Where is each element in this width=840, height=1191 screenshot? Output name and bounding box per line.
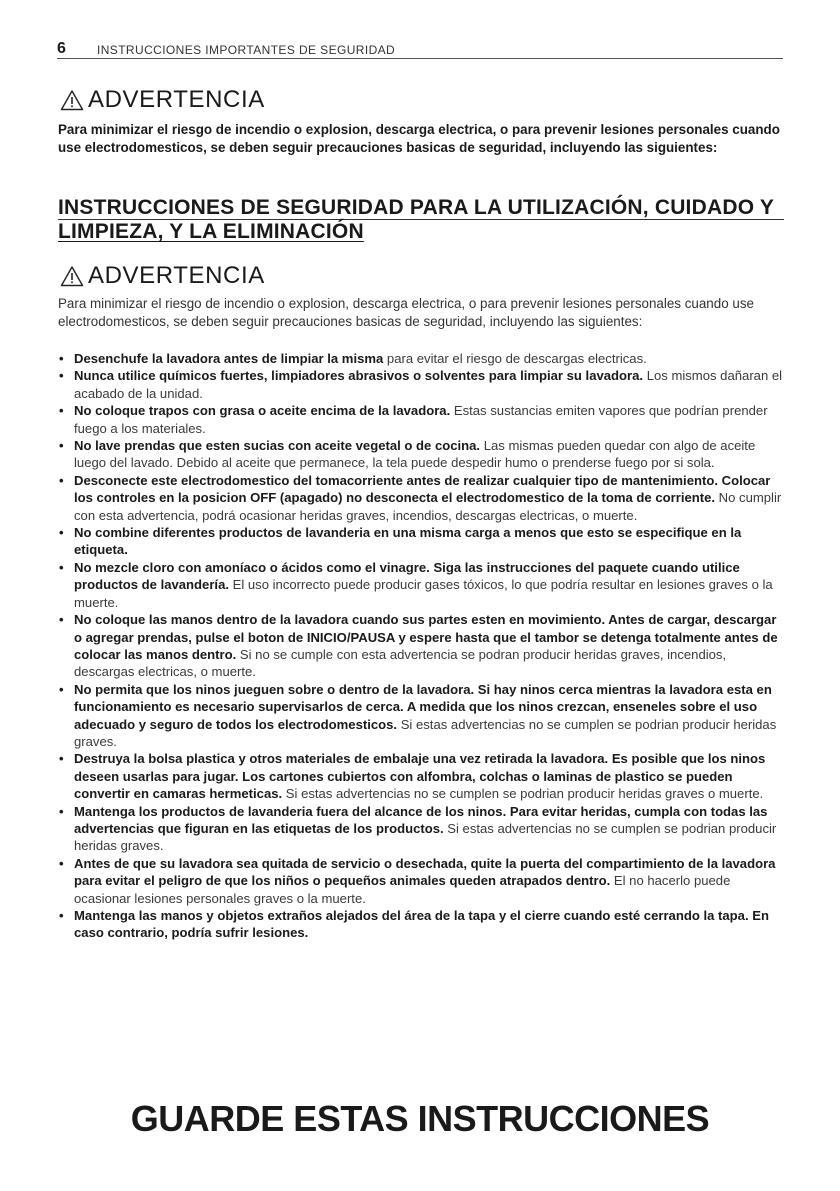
item-normal-text: Las mismas pueden quedar con algo de aceite luego del lavado. Debido al aceite que permanece, la tela puede despedir humo o prenderse fuego por si sola. (74, 438, 756, 471)
item-normal-text: Si estas advertencias no se cumplen se podrian producir heridas graves. (74, 716, 777, 749)
header-title: INSTRUCCIONES IMPORTANTES DE SEGURIDAD (97, 43, 396, 57)
list-item (58, 907, 786, 942)
item-bold-text: No mezcle cloro con amoníaco o ácidos como el vinagre. Siga las instrucciones del paquete cuando utilice productos de lavandería. (74, 559, 740, 593)
item-bold-text: Destruya la bolsa plastica y otros materiales de embalaje una vez retirada la lavadora. Es posible que los ninos deseen usarlas para jugar. Los cartones cubiertos con alfombra, colchas o laminas de plastico se pueden convertir en camaras hermeticas. (74, 751, 766, 802)
item-bold-text: Desenchufe la lavadora antes de limpiar la misma (74, 351, 384, 366)
list-item (58, 681, 786, 751)
warning-text-2: Para minimizar el riesgo de incendio o explosion, descarga electrica, o para prevenir lesiones personales cuando use electrodomesticos, se deben seguir precauciones basicas de seguridad, incluyendo las siguientes: (58, 296, 754, 329)
item-bold-text: No lave prendas que esten sucias con aceite vegetal o de cocina. (74, 438, 481, 454)
page-header (57, 38, 783, 59)
page-number: 6 (57, 40, 66, 57)
list-item (58, 437, 786, 472)
section-title-line-2: LIMPIEZA, Y LA ELIMINACIÓN (58, 220, 364, 243)
item-bold-text: Mantenga las manos y objetos extraños alejados del área de la tapa y el cierre cuando esté cerrando la tapa. En caso contrario, podría sufrir lesiones. (74, 908, 769, 941)
item-bold-text: No coloque trapos con grasa o aceite encima de la lavadora. (74, 403, 451, 419)
list-item (58, 524, 786, 559)
list-item (58, 472, 786, 524)
item-bold-text: No permita que los ninos jueguen sobre o dentro de la lavadora. Si hay ninos cerca mientras la lavadora esta en funcionamiento es necesario supervisarlos de cerca. A medida que los ninos crezcan, enseneles sobre el uso adecuado y seguro de todos los electrodomesticos. (74, 681, 772, 732)
item-normal-text: El no hacerlo puede ocasionar lesiones personales graves o la muerte. (74, 873, 731, 906)
item-bold-text: Mantenga los productos de lavanderia fuera del alcance de los ninos. Para evitar heridas, cumpla con todas las advertencias que figuran en las etiquetas de los productos. (74, 803, 768, 836)
item-normal-text: Los mismos dañaran el acabado de la unidad. (74, 368, 783, 401)
item-normal-text: El uso incorrecto puede producir gases tóxicos, lo que podría resultar en lesiones graves o la muerte. (74, 577, 773, 610)
item-bold-text: No coloque las manos dentro de la lavadora cuando sus partes esten en movimiento. Antes de cargar, descargar o agregar prendas, pulse el boton de INICIO/PAUSA y espere hasta que el tambor se detenga totalmente antes de colocar las manos dentro. (74, 612, 778, 662)
warning-text: Para minimizar el riesgo de incendio o explosion, descarga electrica, o para prevenir lesiones personales cuando use electrodomesticos, se deben seguir precauciones basicas de seguridad, incluyendo las siguientes: (58, 122, 780, 155)
list-item (58, 803, 786, 855)
warning-title-2: ADVERTENCIA (88, 262, 265, 289)
item-normal-text: Si estas advertencias no se cumplen se podrian producir heridas graves. (74, 820, 777, 854)
warning-triangle-icon (60, 265, 84, 287)
item-bold-text: Nunca utilice químicos fuertes, limpiadores abrasivos o solventes para limpiar su lavadora. (74, 368, 644, 384)
item-normal-text: para evitar el riesgo de descargas electricas. (383, 351, 647, 366)
list-item (58, 350, 786, 367)
section-title-line-1: INSTRUCCIONES DE SEGURIDAD PARA LA UTILIZACIÓN, CUIDADO Y (58, 196, 784, 220)
warning-heading (60, 86, 265, 114)
item-normal-text: Si estas advertencias no se cumplen se podrian producir heridas graves o muerte. (282, 786, 764, 802)
item-normal-text: No cumplir con esta advertencia, podrá ocasionar heridas graves, incendios, descargas electricas, o muerte. (74, 490, 782, 523)
item-bold-text: Desconecte este electrodomestico del tomacorriente antes de realizar cualquier tipo de mantenimiento. Colocar los controles en la posicion OFF (apagado) no desconecta el electrodomestico de la toma de corriente. (74, 472, 771, 506)
list-item (58, 611, 786, 681)
list-item (58, 855, 786, 907)
item-normal-text: Estas sustancias emiten vapores que podrían prender fuego a los materiales. (74, 403, 768, 436)
warning-title: ADVERTENCIA (88, 86, 265, 113)
item-bold-text: No combine diferentes productos de lavanderia en una misma carga a menos que esto se especifique en la etiqueta. (74, 525, 742, 558)
warning-heading-2 (60, 262, 265, 290)
warning-triangle-icon (60, 89, 84, 111)
list-item (58, 750, 786, 802)
item-bold-text: Antes de que su lavadora sea quitada de servicio o desechada, quite la puerta del compartimiento de la lavadora para evitar el peligro de que los niños o pequeños animales queden atrapados dentro. (74, 855, 776, 889)
safety-list (58, 350, 786, 942)
save-instructions-footer: GUARDE ESTAS INSTRUCCIONES (130, 1098, 710, 1139)
list-item (58, 402, 786, 437)
section-title (58, 196, 788, 243)
list-item (58, 559, 786, 611)
item-normal-text: Si no se cumple con esta advertencia se podran producir heridas graves, incendios, descargas electricas, o muerte. (74, 646, 727, 680)
list-item (58, 367, 786, 402)
